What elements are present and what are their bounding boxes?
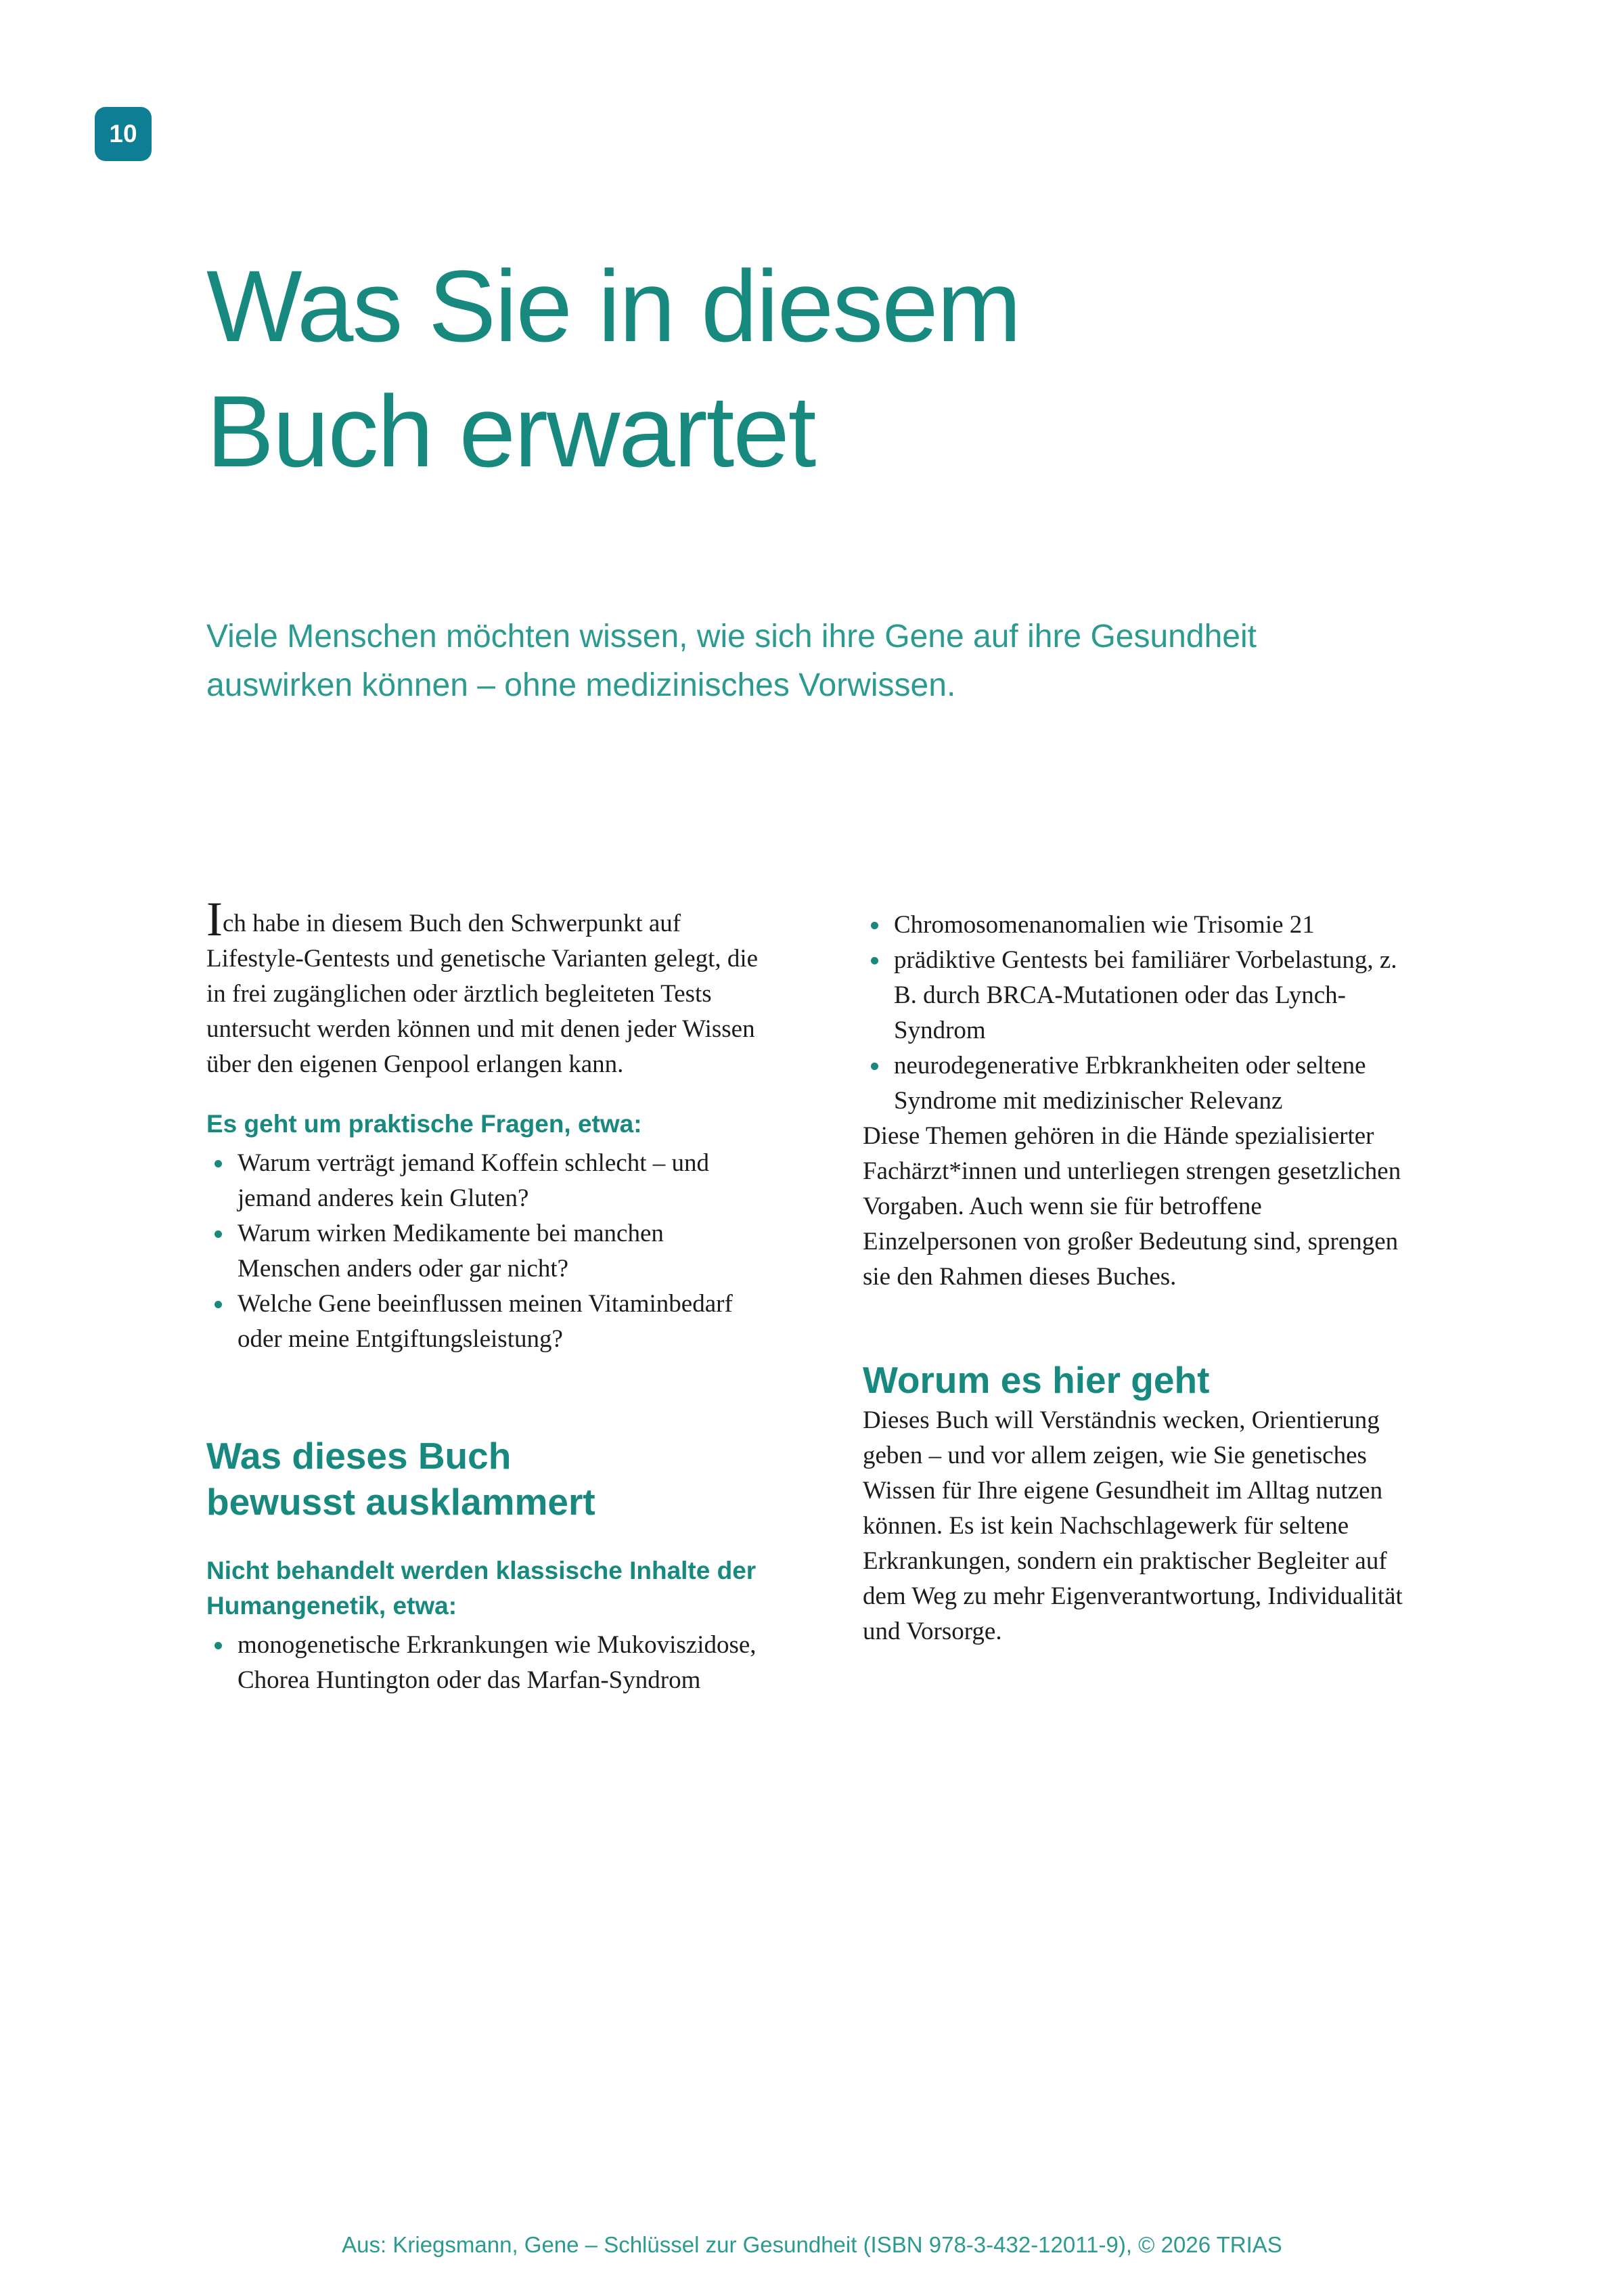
footer-credit: Aus: Kriegsmann, Gene – Schlüssel zur Gesundheit (ISBN 978-3-432-12011-9), © 2026 TRIAS	[342, 2232, 1282, 2257]
section-heading-about: Worum es hier geht	[863, 1359, 1210, 1401]
list-item: neurodegenerative Erbkrankheiten oder seltene Syndrome mit medizinischer Relevanz	[863, 1048, 1418, 1119]
list-item: Warum wirken Medikamente bei manchen Menschen anders oder gar nicht?	[206, 1216, 761, 1287]
left-column	[206, 892, 761, 1698]
page-title-line2: Buch erwartet	[206, 374, 815, 488]
dropcap-initial: I	[206, 892, 223, 946]
two-column-body	[206, 892, 1418, 1698]
subhead-practical-questions: Es geht um praktische Fragen, etwa:	[206, 1110, 642, 1138]
list-item: prädiktive Gentests bei familiärer Vorbelastung, z. B. durch BRCA-Mutationen oder das Lynch-Syndrom	[863, 943, 1418, 1048]
list-item: Welche Gene beeinflussen meinen Vitaminbedarf oder meine Entgiftungsleistung?	[206, 1287, 761, 1357]
bullet-list-excluded-right	[863, 908, 1418, 1119]
intro-paragraph-text: ch habe in diesem Buch den Schwerpunkt auf Lifestyle-Gentests und genetische Varianten gelegt, die in frei zugänglichen oder ärztlich begleiteten Tests untersucht werden können und mit denen jeder Wissen über den eigenen Genpool erlangen kann.	[206, 910, 759, 1078]
page-number: 10	[109, 120, 137, 148]
section-heading-excluded: Was dieses Buch bewusst ausklammert	[206, 1435, 595, 1523]
right-column	[863, 906, 1418, 1698]
list-item: Warum verträgt jemand Koffein schlecht – und jemand anderes kein Gluten?	[206, 1146, 761, 1216]
list-item: Chromosomenanomalien wie Trisomie 21	[863, 908, 1418, 943]
page-title	[206, 244, 1418, 494]
page-number-badge	[95, 107, 152, 161]
bullet-list-questions	[206, 1146, 761, 1357]
paragraph-specialists: Diese Themen gehören in die Hände spezialisierter Fachärzt*innen und unterliegen strengen gesetzlichen Vorgaben. Auch wenn sie für betroffene Einzelpersonen von großer Bedeutung sind, sprengen sie den Rahmen dieses Buches.	[863, 1122, 1401, 1291]
list-item: monogenetische Erkrankungen wie Mukoviszidose, Chorea Huntington oder das Marfan-Syndrom	[206, 1628, 761, 1698]
subhead-not-covered: Nicht behandelt werden klassische Inhalte der Humangenetik, etwa:	[206, 1557, 757, 1620]
bullet-list-excluded-left	[206, 1628, 761, 1698]
page-title-line1: Was Sie in diesem	[206, 249, 1020, 363]
lead-paragraph: Viele Menschen möchten wissen, wie sich ihre Gene auf ihre Gesundheit auswirken können – ohne medizinisches Vorwissen.	[206, 619, 1257, 703]
paragraph-book-goal: Dieses Buch will Verständnis wecken, Orientierung geben – und vor allem zeigen, wie Sie genetisches Wissen für Ihre eigene Gesundheit im Alltag nutzen können. Es ist kein Nachschlagewerk für seltene Erkrankungen, sondern ein praktischer Begleiter auf dem Weg zu mehr Eigenverantwortung, Individualität und Vorsorge.	[863, 1406, 1403, 1645]
intro-paragraph	[206, 892, 761, 1082]
page-content	[0, 244, 1624, 1698]
